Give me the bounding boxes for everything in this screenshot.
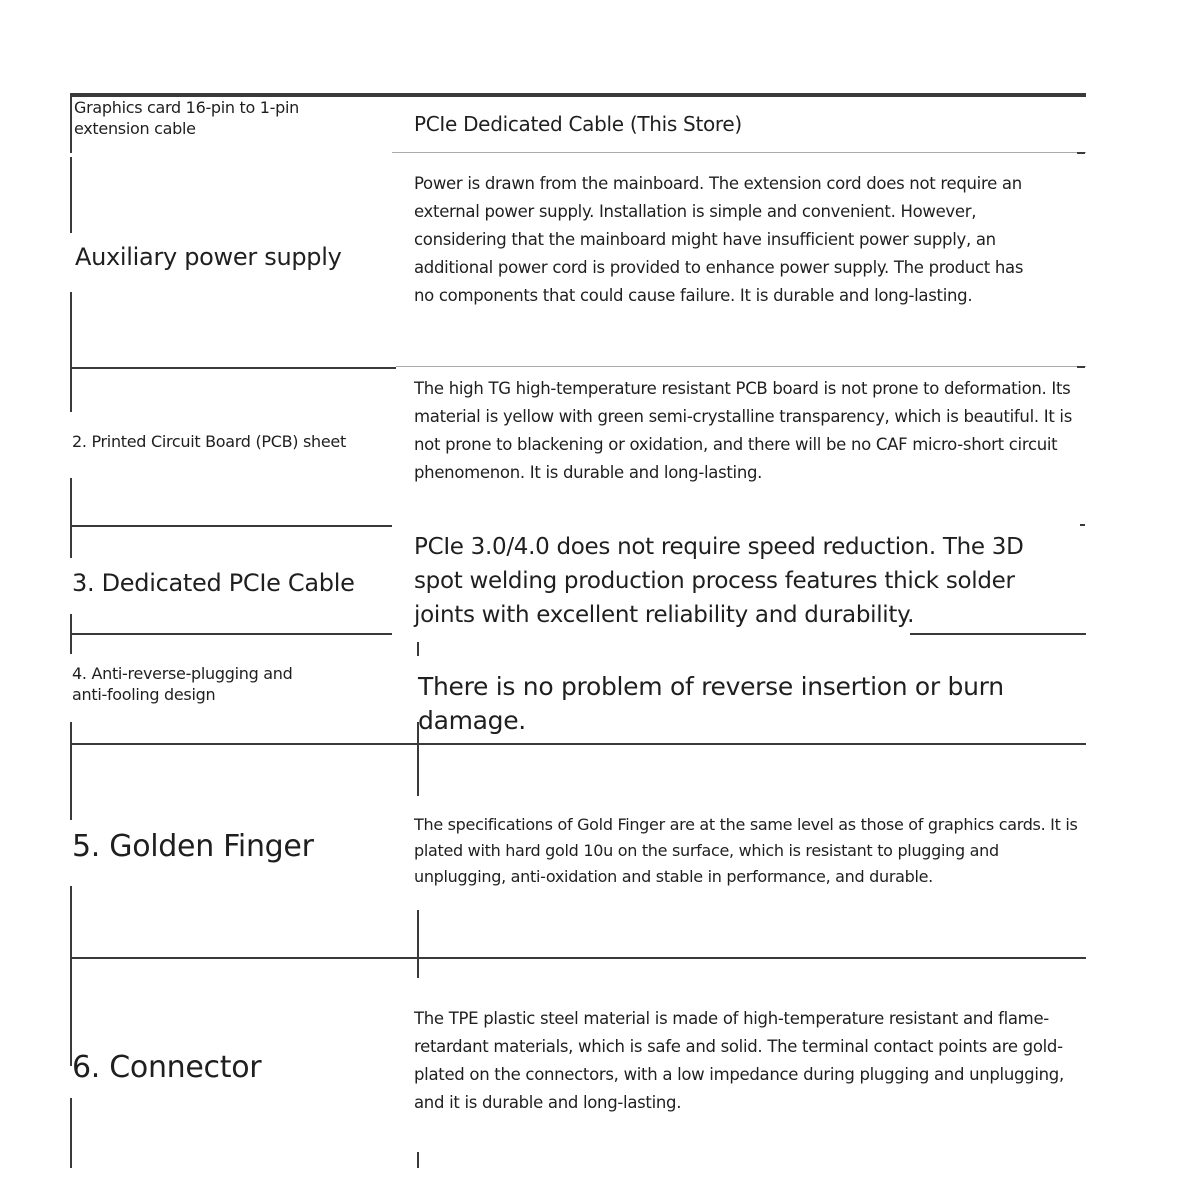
description-pcb-sheet: The high TG high-temperature resistant PCB board is not prone to deformation. Its material is yellow with green semi-crystalline transparency, which is beautiful. It is not prone to blackening or oxidation, and there will be no CAF micro-short circuit phenomenon. It is durable and long-lasting.: [414, 379, 1073, 482]
header-left-label: Graphics card 16-pin to 1-pin extension cable: [74, 98, 299, 138]
right-mark-2: [1077, 366, 1085, 368]
middle-vertical-border-1: [417, 642, 419, 656]
left-vertical-border-7: [70, 886, 72, 1066]
left-vertical-border-3: [70, 292, 72, 412]
header-right-label: PCIe Dedicated Cable (This Store): [414, 112, 742, 136]
feature-connector: 6. Connector: [72, 1050, 262, 1085]
middle-vertical-border-4: [417, 1152, 419, 1168]
table-top-border: [70, 93, 1086, 97]
header-bottom-divider: [392, 152, 1086, 153]
description-anti-reverse-plugging: There is no problem of reverse insertion or burn damage.: [418, 672, 1004, 735]
row-2-bottom-divider-left: [72, 525, 392, 527]
row-4-bottom-divider: [72, 743, 1086, 745]
feature-golden-finger: 5. Golden Finger: [72, 829, 314, 864]
feature-dedicated-pcie-cable: 3. Dedicated PCIe Cable: [72, 569, 355, 597]
left-vertical-border-2: [70, 157, 72, 233]
middle-vertical-border-3: [417, 910, 419, 978]
description-connector: The TPE plastic steel material is made of high-temperature resistant and flame-retardant materials, which is safe and solid. The terminal contact points are gold-plated on the connectors, with a low impedance during plugging and unplugging, and it is durable and long-lasting.: [414, 1009, 1064, 1112]
right-mark-1: [1077, 152, 1085, 154]
feature-pcb-sheet: 2. Printed Circuit Board (PCB) sheet: [72, 432, 346, 451]
description-auxiliary-power-supply: Power is drawn from the mainboard. The extension cord does not require an external power supply. Installation is simple and convenient. However, considering that the mainboard might have insufficient power supply, an additional power cord is provided to enhance power supply. The product has no components that could cause failure. It is durable and long-lasting.: [414, 174, 1024, 305]
row-1-bottom-divider-right: [396, 366, 1086, 367]
description-golden-finger: The specifications of Gold Finger are at the same level as those of graphics cards. It is plated with hard gold 10u on the surface, which is resistant to plugging and unplugging, anti-oxidation and stable in performance, and durable.: [414, 815, 1078, 886]
right-mark-3: [1080, 524, 1085, 526]
row-3-bottom-divider-right: [910, 633, 1086, 635]
row-5-bottom-divider: [72, 957, 1086, 959]
left-vertical-border-8: [70, 1098, 72, 1168]
description-dedicated-pcie-cable: PCIe 3.0/4.0 does not require speed reduction. The 3D spot welding production process features thick solder joints with excellent reliability and durability.: [414, 534, 1024, 628]
left-vertical-border-4: [70, 478, 72, 558]
row-3-bottom-divider-left: [72, 633, 392, 635]
left-vertical-border-1: [70, 97, 72, 153]
feature-anti-reverse-plugging: 4. Anti-reverse-plugging and anti-fooling design: [72, 664, 293, 704]
feature-auxiliary-power-supply: Auxiliary power supply: [75, 243, 342, 271]
row-1-bottom-divider-left: [72, 367, 396, 369]
left-vertical-border-6: [70, 722, 72, 820]
